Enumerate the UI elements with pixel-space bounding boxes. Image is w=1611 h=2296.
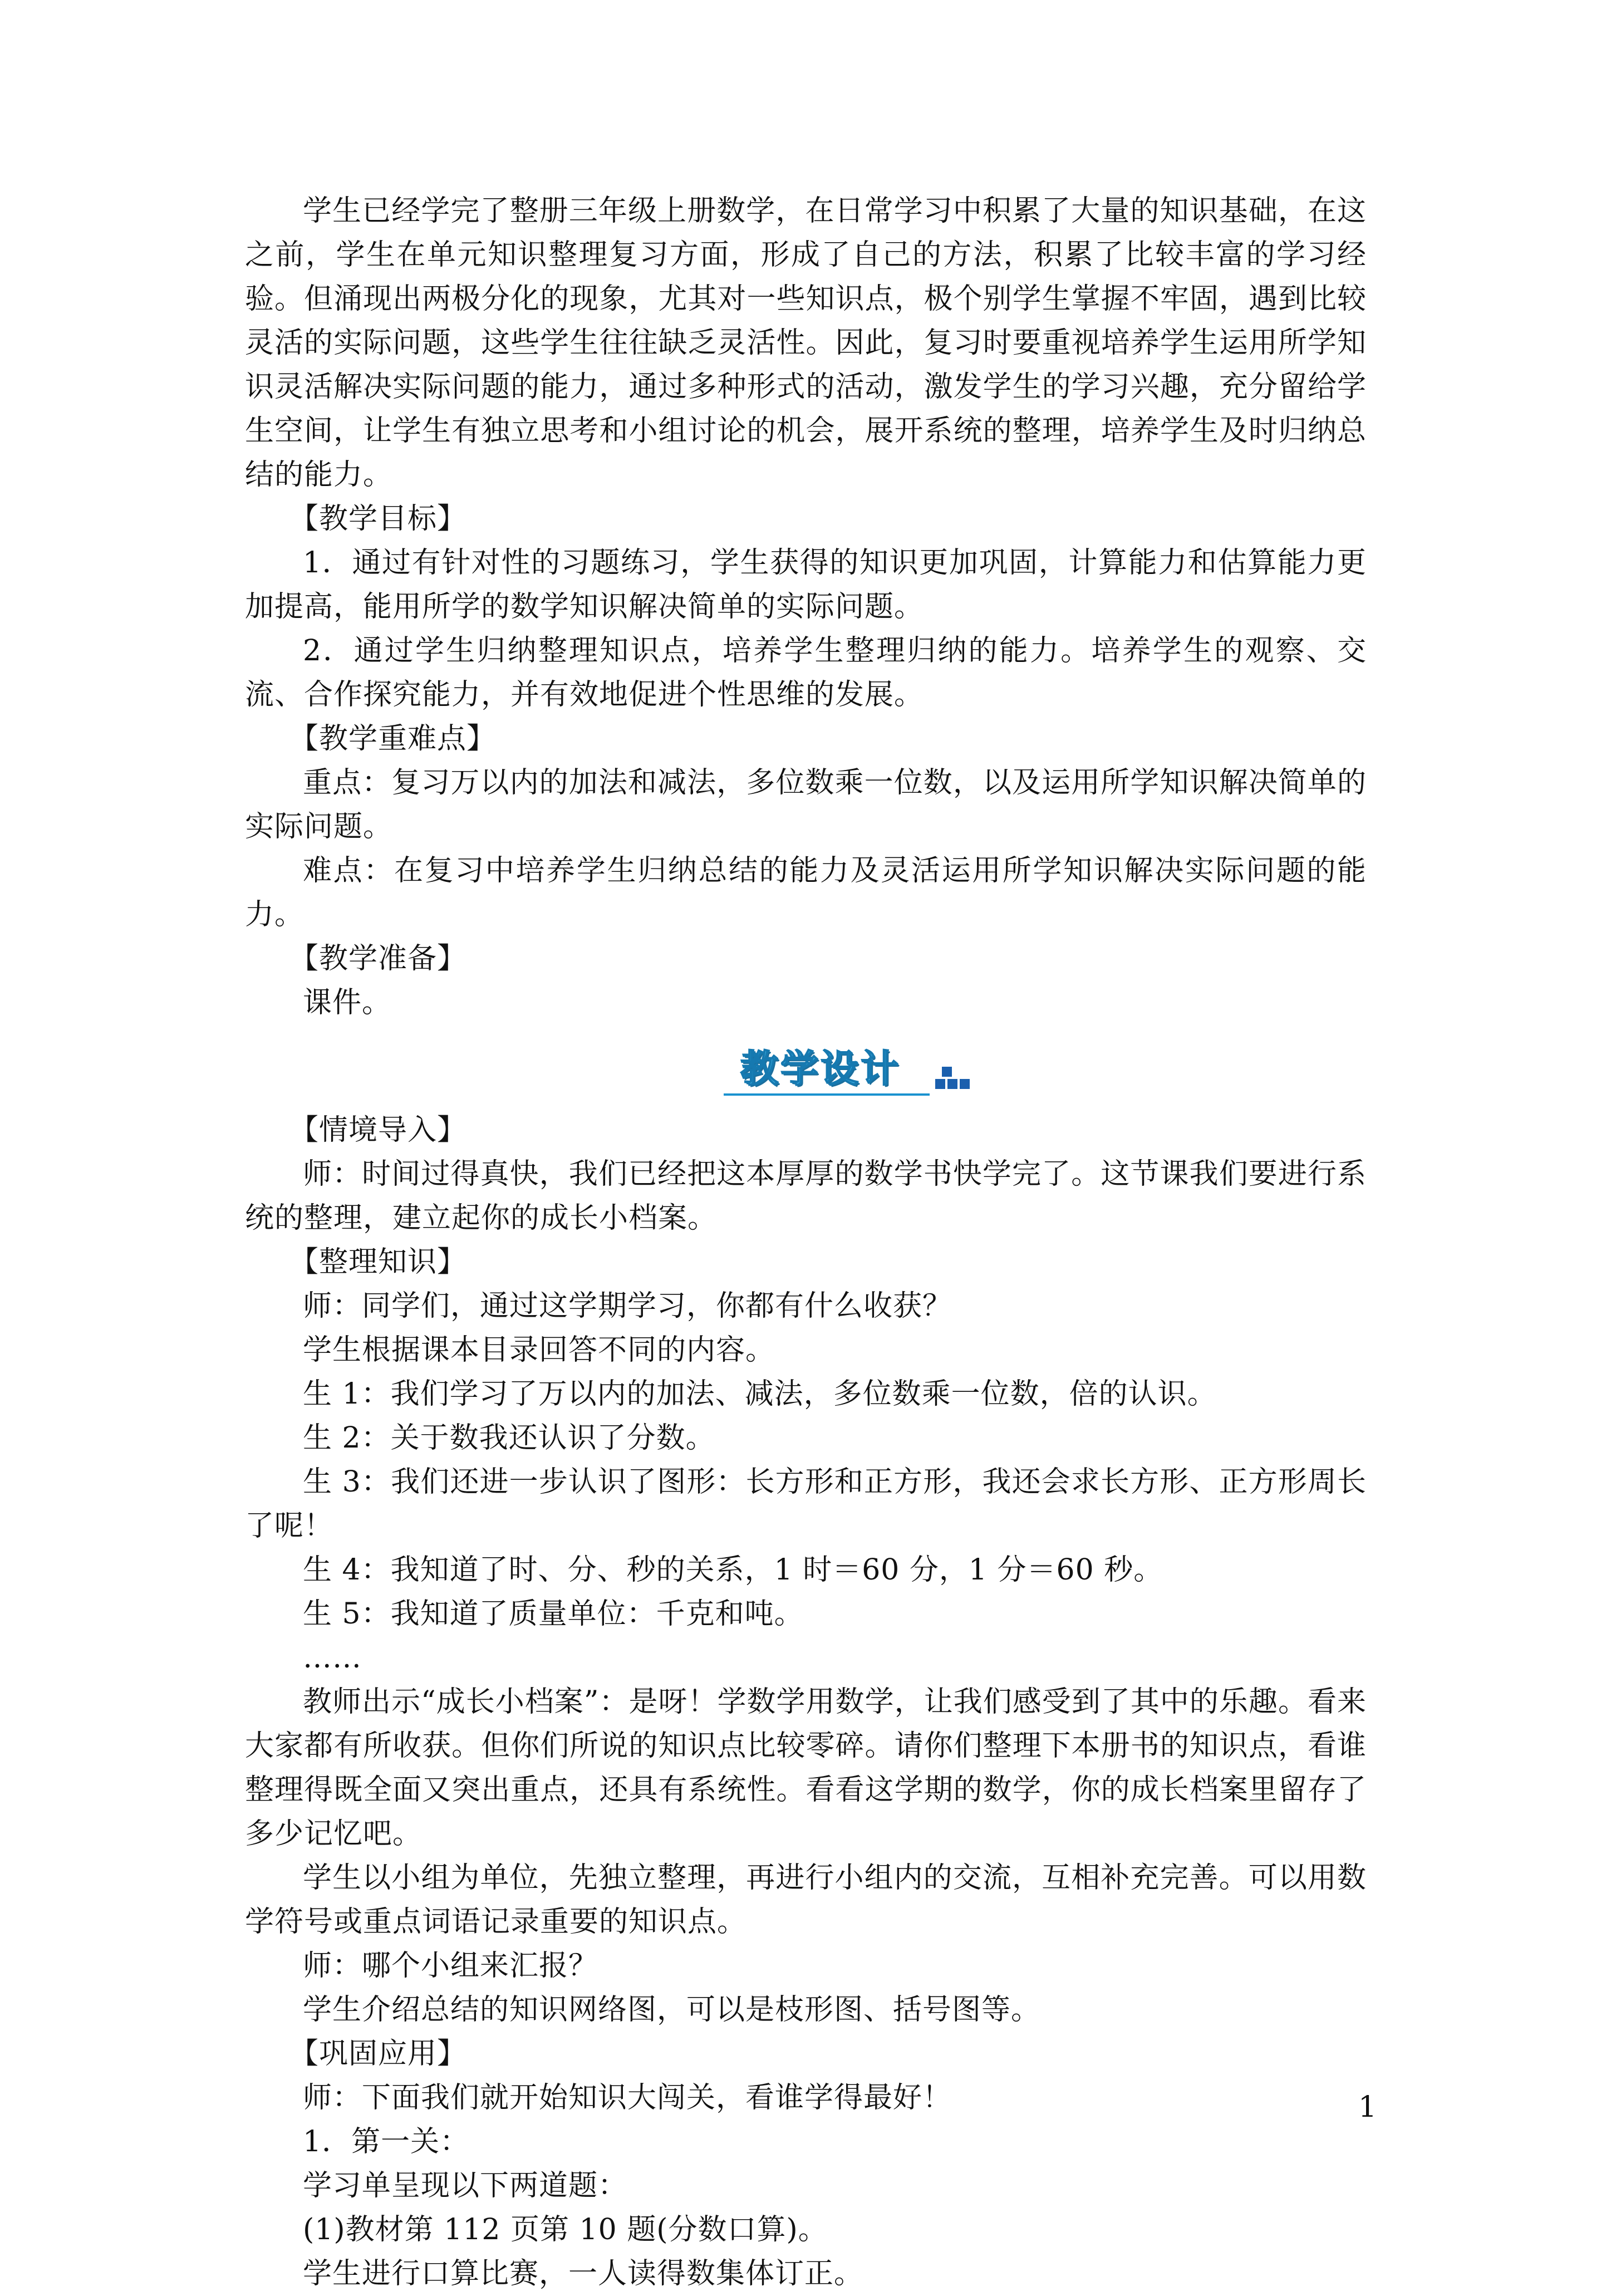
paragraph: (1)教材第 112 页第 10 题(分数口算)。: [303, 2213, 828, 2246]
paragraph: 生 2：关于数我还认识了分数。: [303, 1421, 715, 1455]
paragraph: 学生已经学完了整册三年级上册数学，在日常学习中积累了大量的知识基础，在这之前，学生在单元知识整理复习方面，形成了自己的方法，积累了比较丰富的学习经验。但涌现出两极分化的现象，尤其对一些知识点，极个别学生掌握不牢固，遇到比较灵活的实际问题，这些学生往往缺乏灵活性。因此，复习时要重视培养学生运用所学知识灵活解决实际问题的能力，通过多种形式的活动，激发学生的学习兴趣，充分留给学生空间，让学生有独立思考和小组讨论的机会，展开系统的整理，培养学生及时归纳总结的能力。: [245, 194, 1367, 492]
paragraph: 学生介绍总结的知识网络图，可以是枝形图、括号图等。: [303, 1993, 1041, 2027]
paragraph: ……: [303, 1641, 362, 1675]
paragraph: 学生进行口算比赛，一人读得数集体订正。: [303, 2257, 864, 2290]
section-before-banner: [245, 189, 1367, 1025]
paragraph: 生 4：我知道了时、分、秒的关系，1 时＝60 分，1 分＝60 秒。: [303, 1553, 1163, 1587]
section-banner: [245, 1025, 1367, 1108]
banner-title: [724, 1044, 957, 1097]
banner-text: 教学设计: [740, 1047, 901, 1091]
paragraph: 师：时间过得真快，我们已经把这本厚厚的数学书快学完了。这节课我们要进行系统的整理，建立起你的成长小档案。: [245, 1157, 1367, 1235]
blocks-icon: [935, 1067, 969, 1095]
section-heading: 【教学准备】: [289, 942, 467, 975]
paragraph: 难点：在复习中培养学生归纳总结的能力及灵活运用所学知识解决实际问题的能力。: [245, 854, 1367, 931]
section-heading: 【教学重难点】: [289, 722, 497, 755]
paragraph: 生 5：我知道了质量单位：千克和吨。: [303, 1597, 804, 1631]
section-after-banner: [245, 1108, 1367, 2296]
banner-underline: [724, 1093, 930, 1096]
section-heading: 【整理知识】: [289, 1245, 467, 1279]
section-heading: 【情境导入】: [289, 1113, 467, 1147]
paragraph: 学生根据课本目录回答不同的内容。: [303, 1333, 775, 1367]
paragraph: 重点：复习万以内的加法和减法，多位数乘一位数，以及运用所学知识解决简单的实际问题。: [245, 766, 1367, 843]
paragraph: 师：同学们，通过这学期学习，你都有什么收获？: [303, 1289, 952, 1323]
page-number: 1: [1358, 2091, 1377, 2124]
paragraph: 学习单呈现以下两道题：: [303, 2169, 628, 2202]
paragraph: 生 1：我们学习了万以内的加法、减法，多位数乘一位数，倍的认识。: [303, 1377, 1217, 1411]
paragraph: 课件。: [303, 986, 392, 1019]
paragraph: 2．通过学生归纳整理知识点，培养学生整理归纳的能力。培养学生的观察、交流、合作探究能力，并有效地促进个性思维的发展。: [245, 634, 1367, 712]
paragraph: 学生以小组为单位，先独立整理，再进行小组内的交流，互相补充完善。可以用数学符号或重点词语记录重要的知识点。: [245, 1861, 1367, 1939]
paragraph: 教师出示“成长小档案”：是呀！学数学用数学，让我们感受到了其中的乐趣。看来大家都有所收获。但你们所说的知识点比较零碎。请你们整理下本册书的知识点，看谁整理得既全面又突出重点，还具有系统性。看看这学期的数学，你的成长档案里留存了多少记忆吧。: [245, 1685, 1367, 1851]
section-heading: 【教学目标】: [289, 502, 467, 536]
section-heading: 【巩固应用】: [289, 2037, 467, 2071]
paragraph: 师：下面我们就开始知识大闯关，看谁学得最好！: [303, 2081, 952, 2115]
paragraph: 师：哪个小组来汇报？: [303, 1949, 598, 1983]
page-content: [245, 189, 1367, 2296]
paragraph: 1．通过有针对性的习题练习，学生获得的知识更加巩固，计算能力和估算能力更加提高，能用所学的数学知识解决简单的实际问题。: [245, 546, 1367, 624]
paragraph: 1．第一关：: [303, 2125, 470, 2158]
paragraph: 生 3：我们还进一步认识了图形：长方形和正方形，我还会求长方形、正方形周长了呢！: [245, 1465, 1367, 1543]
